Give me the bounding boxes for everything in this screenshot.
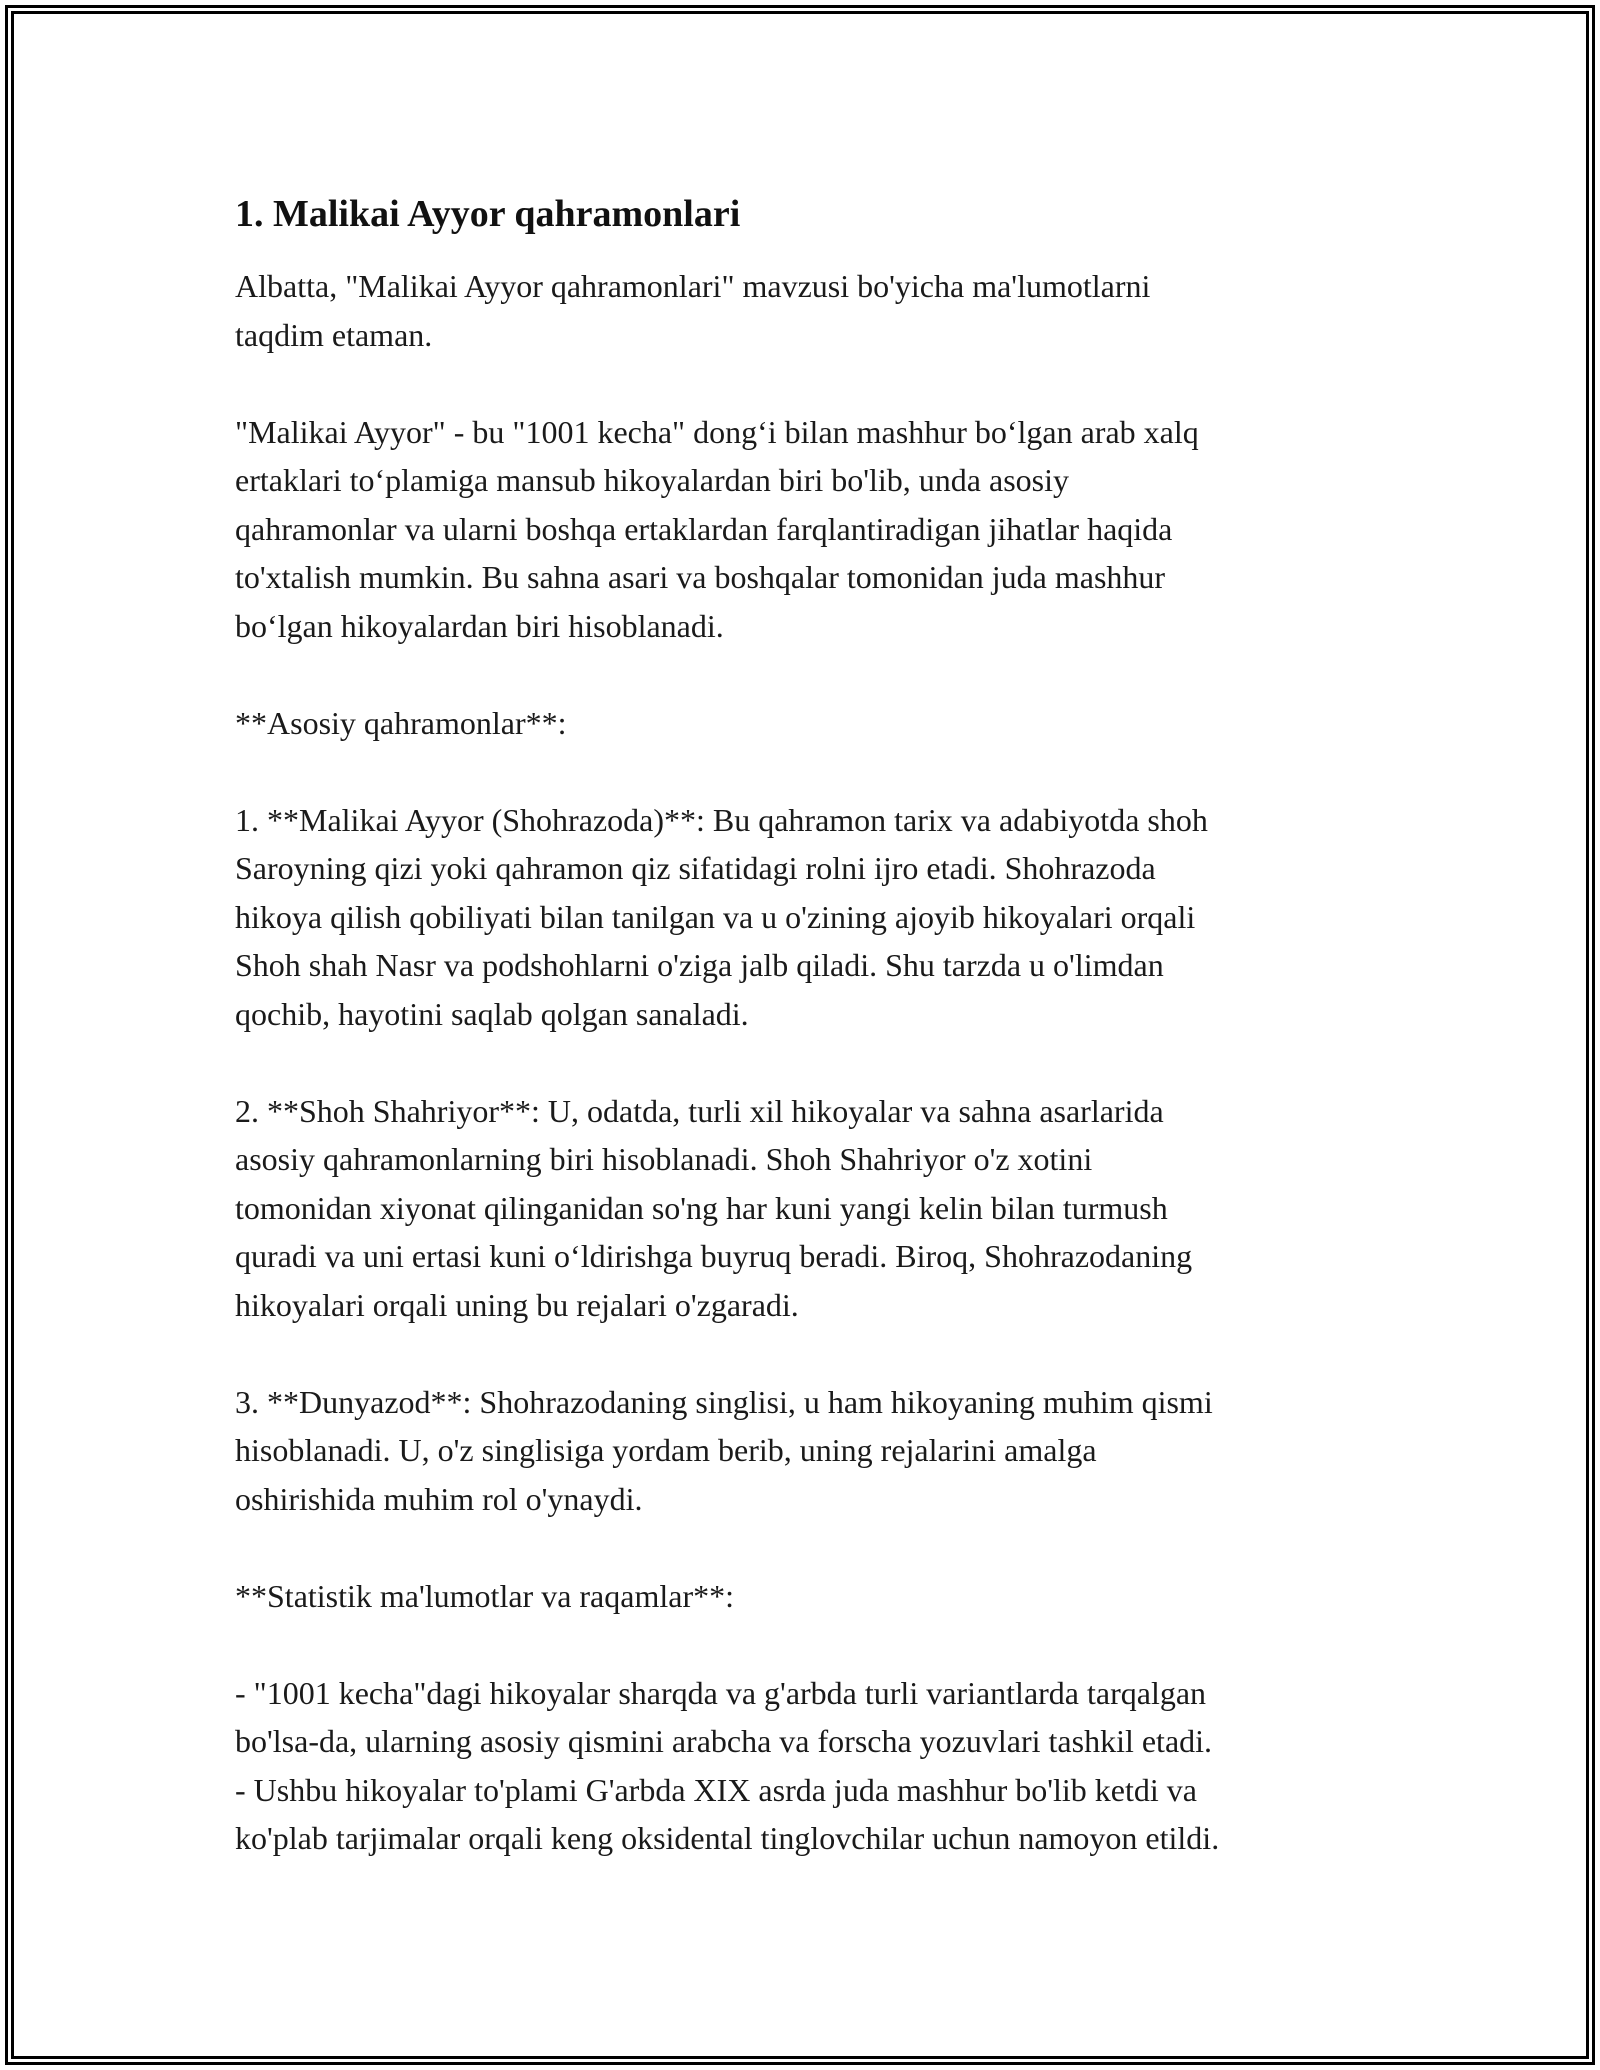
statistics-list: - "1001 kecha"dagi hikoyalar sharqda va g'arbda turli variantlarda tarqalgan bo'lsa-da, ularning asosiy qismini arabcha va forscha yozuvlari tashkil etadi. - Ushbu hikoyalar to'plami G'arbda XIX asrda juda mashhur bo'lib ketdi va ko'plab tarjimalar orqali keng oksidental tinglovchilar uchun namoyon etildi. [235,1674,1220,1856]
document-title: 1. Malikai Ayyor qahramonlari [235,193,741,235]
document-body [235,188,1415,1863]
intro-paragraph: Albatta, "Malikai Ayyor qahramonlari" mavzusi bo'yicha ma'lumotlarni taqdim etaman. [235,268,1151,353]
character-item-shahriyor: 2. **Shoh Shahriyor**: U, odatda, turli xil hikoyalar va sahna asarlarida asosiy qahramonlarning biri hisoblanadi. Shoh Shahriyor o'z xotini tomonidan xiyonat qilinganidan so'ng har kuni yangi kelin bilan turmush quradi va uni ertasi kuni o‘ldirishga buyruq beradi. Biroq, Shohrazodaning hikoyalari orqali uning bu rejalari o'zgaradi. [235,1092,1193,1323]
main-characters-heading: **Asosiy qahramonlar**: [235,704,567,741]
overview-paragraph: "Malikai Ayyor" - bu "1001 kecha" dong‘i bilan mashhur bo‘lgan arab xalq ertaklari to‘plamiga mansub hikoyalardan biri bo'lib, unda asosiy qahramonlar va ularni boshqa ertaklardan farqlantiradigan jihatlar haqida to'xtalish mumkin. Bu sahna asari va boshqalar tomonidan juda mashhur bo‘lgan hikoyalardan biri hisoblanadi. [235,413,1199,644]
character-item-shohrazoda: 1. **Malikai Ayyor (Shohrazoda)**: Bu qahramon tarix va adabiyotda shoh Saroyning qizi yoki qahramon qiz sifatidagi rolni ijro etadi. Shohrazoda hikoya qilish qobiliyati bilan tanilgan va u o'zining ajoyib hikoyalari orqali Shoh shah Nasr va podshohlarni o'ziga jalb qiladi. Shu tarzda u o'limdan qochib, hayotini saqlab qolgan sanaladi. [235,801,1208,1032]
statistics-heading: **Statistik ma'lumotlar va raqamlar**: [235,1577,734,1614]
character-item-dunyazod: 3. **Dunyazod**: Shohrazodaning singlisi, u ham hikoyaning muhim qismi hisoblanadi. U, o'z singlisiga yordam berib, uning rejalarini amalga oshirishida muhim rol o'ynaydi. [235,1383,1213,1517]
